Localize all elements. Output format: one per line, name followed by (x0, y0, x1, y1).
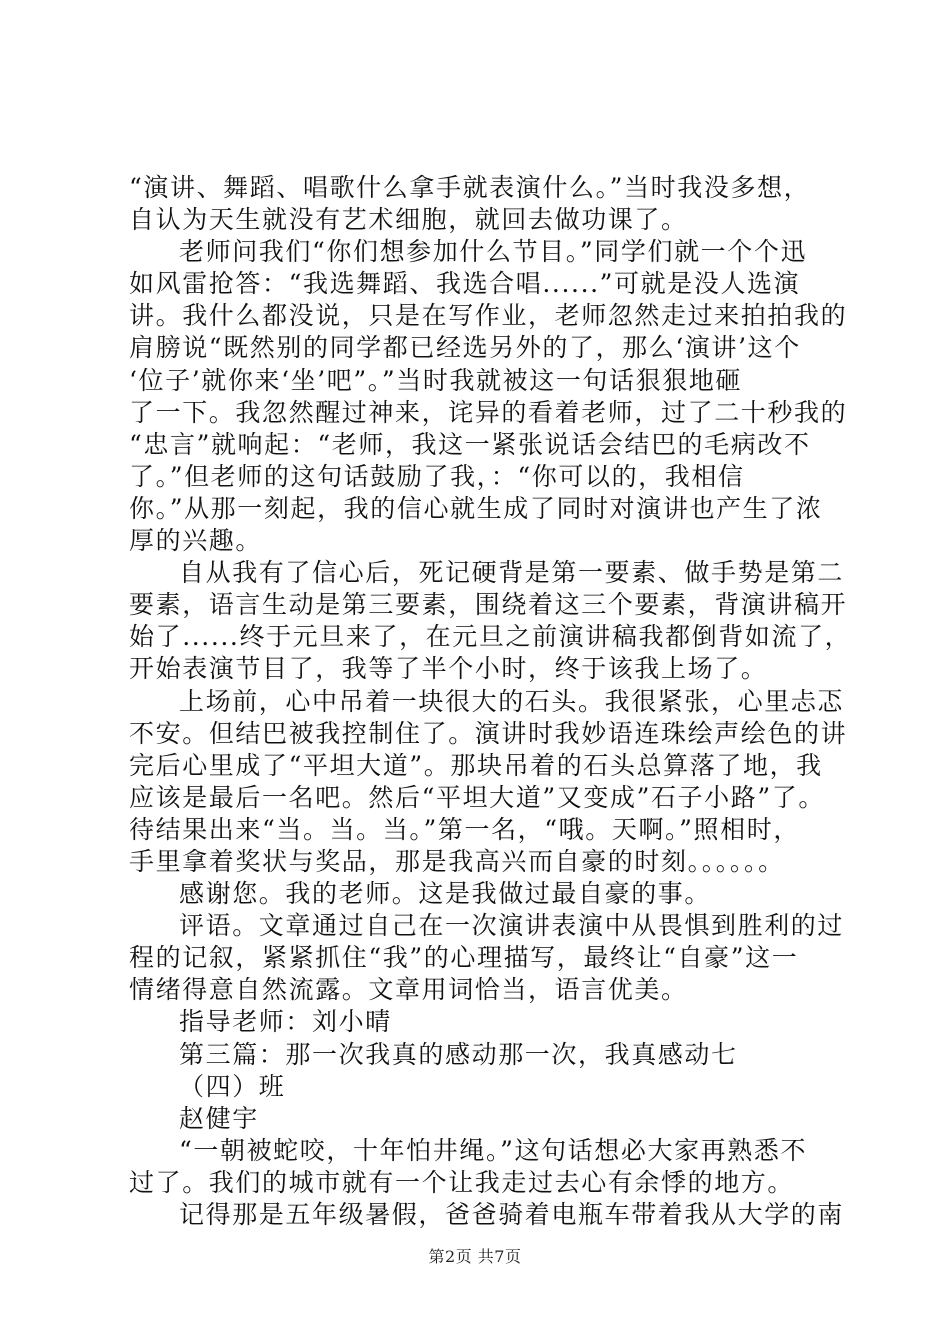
text-line: 讲。我什么都没说，只是在写作业，老师忽然走过来拍拍我的 (129, 301, 848, 331)
text-line: 过了。我们的城市就有一个让我走过去心有余悸的地方。 (129, 1167, 795, 1197)
text-line: 完后心里成了“平坦大道”。那块吊着的石头总算落了地，我 (129, 750, 823, 780)
text-line: 不安。但结巴被我控制住了。演讲时我妙语连珠绘声绘色的讲 (129, 718, 848, 748)
text-line: 记得那是五年级暑假，爸爸骑着电瓶车带着我从大学的南 (179, 1200, 845, 1229)
text-line: 赵健宇 (179, 1103, 259, 1133)
text-line: 待结果出来“当。当。当。”第一名，“哦。天啊。”照相时， (129, 814, 800, 844)
text-line: 感谢您。我的老师。这是我做过最自豪的事。 (179, 879, 712, 909)
text-line: 指导老师：刘小晴 (179, 1007, 392, 1037)
text-line: 开始表演节目了，我等了半个小时，终于该我上场了。 (129, 654, 768, 684)
text-line: 了一下。我忽然醒过神来，诧异的看着老师，过了二十秒我的 (129, 397, 848, 427)
text-line: （四）班 (179, 1071, 286, 1101)
text-line: “一朝被蛇咬，十年怕井绳。”这句话想必大家再熟悉不 (179, 1135, 808, 1165)
text-line: 应该是最后一名吧。然后“平坦大道”又变成”石子小路”了。 (129, 782, 825, 812)
text-line: 评语。文章通过自己在一次演讲表演中从畏惧到胜利的过 (179, 911, 845, 941)
text-line: “演讲、舞蹈、唱歌什么拿手就表演什么。”当时我没多想， (129, 173, 811, 202)
text-line: 了。”但老师的这句话鼓励了我，：“你可以的，我相信 (129, 461, 745, 491)
text-line: 上场前，心中吊着一块很大的石头。我很紧张，心里忐忑 (179, 686, 845, 716)
text-line: 如风雷抢答：“我选舞蹈、我选合唱......”可就是没人选演 (129, 269, 801, 299)
page-footer: 第2页 共7页 (428, 1247, 522, 1266)
text-line: 老师问我们“你们想参加什么节目。”同学们就一个个迅 (179, 237, 808, 267)
text-line: 肩膀说“既然别的同学都已经选另外的了，那么‘演讲’这个 (129, 333, 801, 363)
text-line: 自认为天生就没有艺术细胞，就回去做功课了。 (129, 205, 688, 235)
text-line: 要素，语言生动是第三要素，围绕着这三个要素，背演讲稿开 (129, 590, 848, 620)
text-line: 自从我有了信心后，死记硬背是第一要素、做手势是第二 (179, 558, 845, 588)
text-line: 程的记叙，紧紧抓住“我”的心理描写，最终让“自豪”这一 (129, 943, 799, 973)
text-line: 手里拿着奖状与奖品，那是我高兴而自豪的时刻。。。。。。 (129, 846, 785, 876)
text-line: 厚的兴趣。 (129, 526, 263, 556)
document-body (129, 172, 852, 1231)
text-line: 第三篇：那一次我真的感动那一次，我真感动七 (179, 1039, 738, 1069)
text-line: 情绪得意自然流露。文章用词恰当，语言优美。 (129, 975, 688, 1005)
text-line: 你。”从那一刻起，我的信心就生成了同时对演讲也产生了浓 (129, 493, 823, 523)
text-line: 始了......终于元旦来了，在元旦之前演讲稿我都倒背如流了， (129, 622, 852, 652)
text-line: ‘位子’就你来‘坐’吧”。”当时我就被这一句话狠狠地砸 (129, 365, 743, 395)
text-line: “忠言”就响起：“老师，我这一紧张说话会结巴的毛病改不 (129, 429, 811, 459)
